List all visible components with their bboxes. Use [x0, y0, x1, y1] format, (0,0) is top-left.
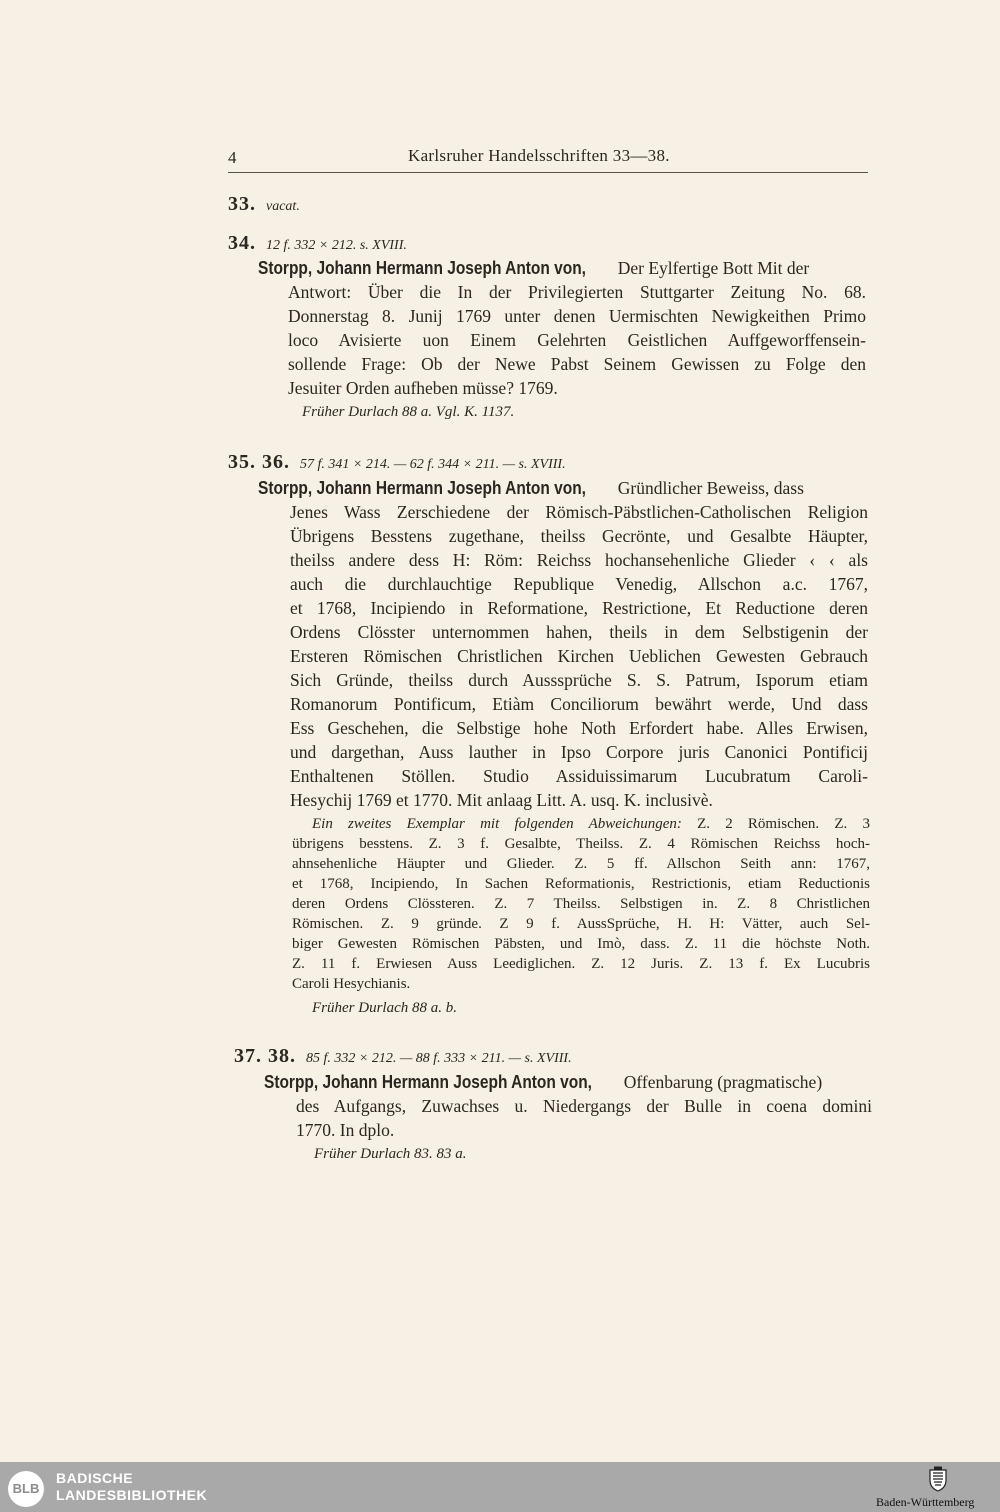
- entry-37-38-provenance: Früher Durlach 83. 83 a.: [314, 1146, 467, 1162]
- note-line: Z. 11 f. Erwiesen Auss Leediglichen. Z. 12 Juris. Z. 13 f. Ex Lucubris: [292, 956, 870, 972]
- author-name: Storpp, Johann Hermann Joseph Anton von,: [264, 1072, 592, 1092]
- baden-wuerttemberg-crest-icon: [928, 1466, 948, 1492]
- entry-meta: 12 f. 332 × 212. s. XVIII.: [266, 238, 407, 253]
- author-name: Storpp, Johann Hermann Joseph Anton von,: [258, 478, 586, 498]
- text-line: theilss andere dess H: Röm: Reichss hochansehenliche Glieder ‹ ‹ als: [290, 550, 868, 570]
- text-line: Gründlicher Beweiss, dass: [617, 478, 804, 498]
- text-line: Jesuiter Orden aufheben müsse? 1769.: [288, 378, 558, 398]
- entry-meta: 57 f. 341 × 214. — 62 f. 344 × 211. — s. XVIII.: [300, 457, 566, 472]
- running-title: Karlsruher Handelsschriften 33—38.: [408, 146, 670, 165]
- library-name[interactable]: [56, 1470, 207, 1504]
- running-head: [228, 146, 868, 173]
- note-line: Ein zweites Exemplar mit folgenden Abweichungen: Z. 2 Römischen. Z. 3: [312, 816, 870, 832]
- library-name-line: BADISCHE: [56, 1470, 134, 1486]
- text-line: Antwort: Über die In der Privilegierten Stuttgarter Zeitung No. 68.: [288, 282, 866, 302]
- note-line: et 1768, Incipiendo, In Sachen Reformationis, Restrictionis, etiam Reductionis: [292, 876, 870, 892]
- entry-35-36-description: [258, 476, 868, 812]
- state-label: Baden-Württemberg: [876, 1495, 975, 1509]
- entry-34-heading: [228, 232, 407, 255]
- text-line: Der Eylfertige Bott Mit der: [617, 258, 810, 278]
- note-line: Römischen. Z. 9 gründe. Z 9 f. AussSprüche, H. H: Vätter, auch Sel-: [292, 916, 870, 932]
- text-line: Sich Gründe, theilss durch Ausssprüche S. S. Patrum, Isporum etiam: [290, 670, 868, 690]
- note-line: biger Gewesten Römischen Päbsten, und Imò, dass. Z. 11 die höchste Noth.: [292, 936, 870, 952]
- library-name-line: LANDESBIBLIOTHEK: [56, 1487, 208, 1503]
- footer-bar: [0, 1462, 1000, 1512]
- entry-33-heading: [228, 193, 300, 216]
- entry-34-description: [258, 256, 866, 400]
- note-line: übrigens besstens. Z. 3 f. Gesalbte, Theilss. Z. 4 Römischen Reichss hoch-: [292, 836, 870, 852]
- text-line: Ersteren Römischen Christlichen Kirchen Ueblichen Gewesten Gebrauch: [290, 646, 868, 666]
- text-line: Ordens Clösster unternommen hahen, theils in dem Selbstigenin der: [290, 622, 868, 642]
- text-line: Jenes Wass Zerschiedene der Römisch-Päbstlichen-Catholischen Religion: [290, 502, 868, 522]
- entry-35-36-provenance: Früher Durlach 88 a. b.: [312, 1000, 457, 1016]
- author-name: Storpp, Johann Hermann Joseph Anton von,: [258, 258, 586, 278]
- text-line: und dargethan, Auss lauther in Ipso Corpore juris Canonici Pontificij: [290, 742, 868, 762]
- entry-number: 34.: [228, 232, 256, 254]
- text-line: Übrigens Besstens zugethane, theilss Gecrönte, und Gesalbte Häupter,: [290, 526, 868, 546]
- text-line: et 1768, Incipiendo in Reformatione, Restrictione, Et Reductione deren: [290, 598, 868, 618]
- blb-logo[interactable]: BLB: [8, 1471, 44, 1507]
- entry-meta: vacat.: [266, 199, 300, 214]
- text-line: des Aufgangs, Zuwachses u. Niedergangs der Bulle in coena domini: [296, 1096, 872, 1116]
- entry-37-38-description: [264, 1070, 872, 1142]
- entry-meta: 85 f. 332 × 212. — 88 f. 333 × 211. — s. XVIII.: [306, 1051, 572, 1066]
- entry-34-provenance: Früher Durlach 88 a. Vgl. K. 1137.: [302, 404, 515, 420]
- text-line: sollende Frage: Ob der Newe Pabst Seinem Gewissen zu Folge den: [288, 354, 866, 374]
- text-line: Hesychij 1769 et 1770. Mit anlaag Litt. A. usq. K. inclusivè.: [290, 790, 713, 810]
- note-line: deren Ordens Clössteren. Z. 7 Theilss. Selbstigen in. Z. 8 Christlichen: [292, 896, 870, 912]
- note-line: Caroli Hesychianis.: [292, 976, 411, 992]
- text-line: auch die durchlauchtige Republique Venedig, Allschon a.c. 1767,: [290, 574, 868, 594]
- note-line: ahnsehenliche Häupter und Glieder. Z. 5 ff. Allschon Seith ann: 1767,: [292, 856, 870, 872]
- entry-35-36-variant-note: [292, 814, 870, 994]
- text-line: Offenbarung (pragmatische): [623, 1072, 823, 1092]
- entry-number: 33.: [228, 193, 256, 215]
- text-line: Ess Geschehen, die Selbstige hohe Noth Erfordert habe. Alles Erwisen,: [290, 718, 868, 738]
- text-line: Donnerstag 8. Junij 1769 unter denen Uermischten Newigkeithen Primo: [288, 306, 866, 326]
- entry-number: 37. 38.: [234, 1045, 296, 1067]
- entry-35-36-heading: [228, 451, 566, 474]
- page-number: 4: [228, 148, 237, 167]
- entry-number: 35. 36.: [228, 451, 290, 473]
- text-line: Enthaltenen Stöllen. Studio Assiduissimarum Lucubratum Caroli-: [290, 766, 868, 786]
- entry-37-38-heading: [234, 1045, 572, 1068]
- text-line: loco Avisierte uon Einem Gelehrten Geistlichen Auffgeworffensein-: [288, 330, 866, 350]
- text-line: Romanorum Pontificum, Etiàm Conciliorum bewährt werde, Und dass: [290, 694, 868, 714]
- text-line: 1770. In dplo.: [296, 1120, 395, 1140]
